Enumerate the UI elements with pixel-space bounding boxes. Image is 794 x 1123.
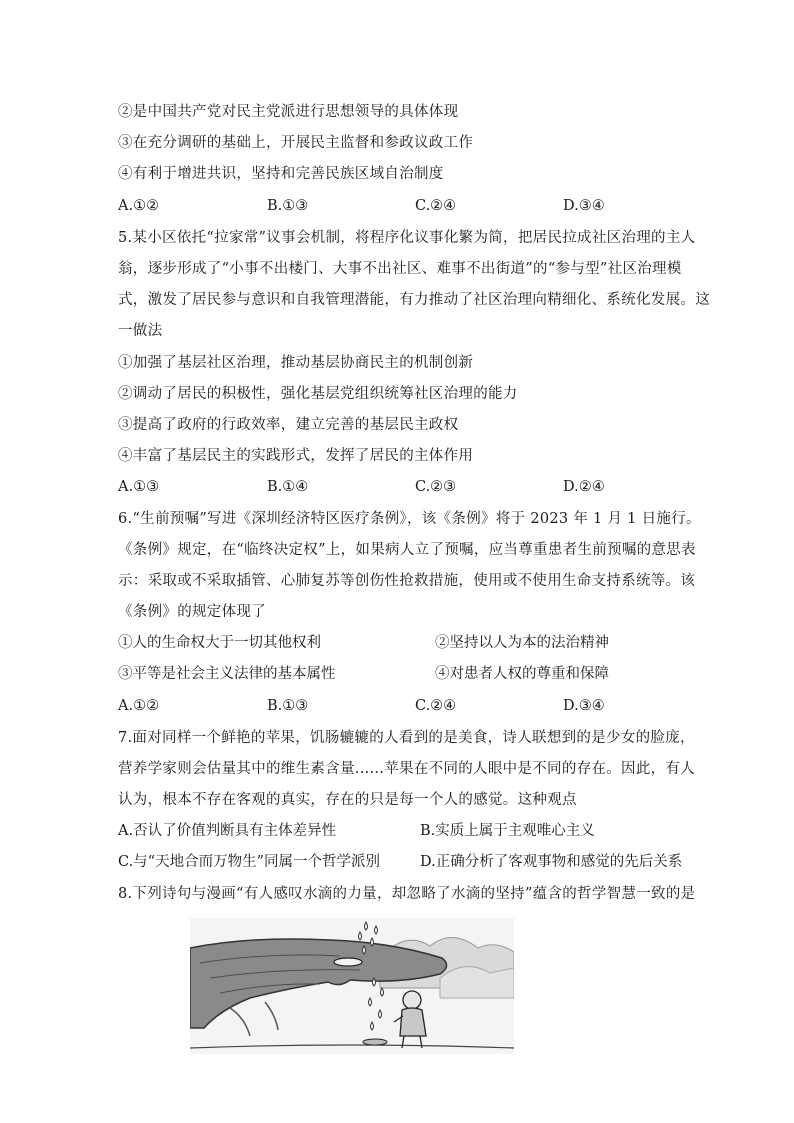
q4-option-a[interactable]: A.①② <box>118 198 160 214</box>
q5-option-b[interactable]: B.①④ <box>267 479 309 495</box>
q6-stem-line-3: 示：采取或不采取插管、心肺复苏等创伤性抢救措施，使用或不使用生命支持系统等。该 <box>118 573 696 589</box>
q6-item-3: ③平等是社会主义法律的基本属性 <box>118 666 336 682</box>
q7-stem-line-2: 营养学家则会估量其中的维生素含量......苹果在不同的人眼中是不同的存在。因此，有人 <box>118 761 696 777</box>
q4-option-c[interactable]: C.②④ <box>415 198 457 214</box>
q7-option-a[interactable]: A.否认了价值判断具有主体差异性 <box>118 823 337 839</box>
q6-item-4: ④对患者人权的尊重和保障 <box>435 666 609 682</box>
q6-option-d[interactable]: D.③④ <box>563 698 605 714</box>
q5-stem-line-4: 一做法 <box>118 323 163 339</box>
q5-item-2: ②调动了居民的积极性，强化基层党组织统筹社区治理的能力 <box>118 386 518 402</box>
comic-illustration <box>190 918 514 1054</box>
q5-option-c[interactable]: C.②③ <box>415 479 457 495</box>
q5-item-1: ①加强了基层社区治理，推动基层协商民主的机制创新 <box>118 355 474 371</box>
q7-option-b[interactable]: B.实质上属于主观唯心主义 <box>420 823 595 839</box>
q8-stem: 8.下列诗句与漫画“有人感叹水滴的力量，却忽略了水滴的坚持”蕴含的哲学智慧一致的是 <box>118 886 696 902</box>
q4-item-3: ③在充分调研的基础上，开展民主监督和参政议政工作 <box>118 135 474 151</box>
q4-item-2: ②是中国共产党对民主党派进行思想领导的具体体现 <box>118 104 459 120</box>
q6-option-a[interactable]: A.①② <box>118 698 160 714</box>
q7-stem-line-3: 认为，根本不存在客观的真实，存在的只是每一个人的感觉。这种观点 <box>118 792 577 808</box>
q7-stem-line-1: 7.面对同样一个鲜艳的苹果，饥肠辘辘的人看到的是美食，诗人联想到的是少女的脸庞， <box>118 730 695 746</box>
q7-option-c[interactable]: C.与“天地合而万物生”同属一个哲学派别 <box>118 854 381 870</box>
q6-item-2: ②坚持以人为本的法治精神 <box>435 635 609 651</box>
q4-option-d[interactable]: D.③④ <box>563 198 605 214</box>
q6-option-c[interactable]: C.②④ <box>415 698 457 714</box>
q6-stem-line-1: 6.“生前预嘱”写进《深圳经济特区医疗条例》，该《条例》将于 2023 年 1 月 1 日施行。 <box>118 511 701 527</box>
q5-stem-line-3: 式，激发了居民参与意识和自我管理潜能，有力推动了社区治理向精细化、系统化发展。这 <box>118 292 710 308</box>
q5-item-4: ④丰富了基层民主的实践形式，发挥了居民的主体作用 <box>118 448 474 464</box>
q6-item-1: ①人的生命权大于一切其他权利 <box>118 635 321 651</box>
q6-option-b[interactable]: B.①③ <box>267 698 309 714</box>
q5-option-a[interactable]: A.①③ <box>118 479 160 495</box>
q4-item-4: ④有利于增进共识，坚持和完善民族区域自治制度 <box>118 166 444 182</box>
q5-stem-line-2: 翁，逐步形成了“小事不出楼门、大事不出社区、难事不出街道”的“参与型”社区治理模 <box>118 261 682 277</box>
q7-option-d[interactable]: D.正确分析了客观事物和感觉的先后关系 <box>420 854 683 870</box>
q6-stem-line-4: 《条例》的规定体现了 <box>118 604 266 620</box>
q4-option-b[interactable]: B.①③ <box>267 198 309 214</box>
q6-stem-line-2: 《条例》规定，在“临终决定权”上，如果病人立了预嘱，应当尊重患者生前预嘱的意思表 <box>118 542 696 558</box>
q5-item-3: ③提高了政府的行政效率，建立完善的基层民主政权 <box>118 417 459 433</box>
q5-option-d[interactable]: D.②④ <box>563 479 605 495</box>
q5-stem-line-1: 5.某小区依托“拉家常”议事会机制，将程序化议事化繁为简，把居民拉成社区治理的主人 <box>118 230 696 246</box>
